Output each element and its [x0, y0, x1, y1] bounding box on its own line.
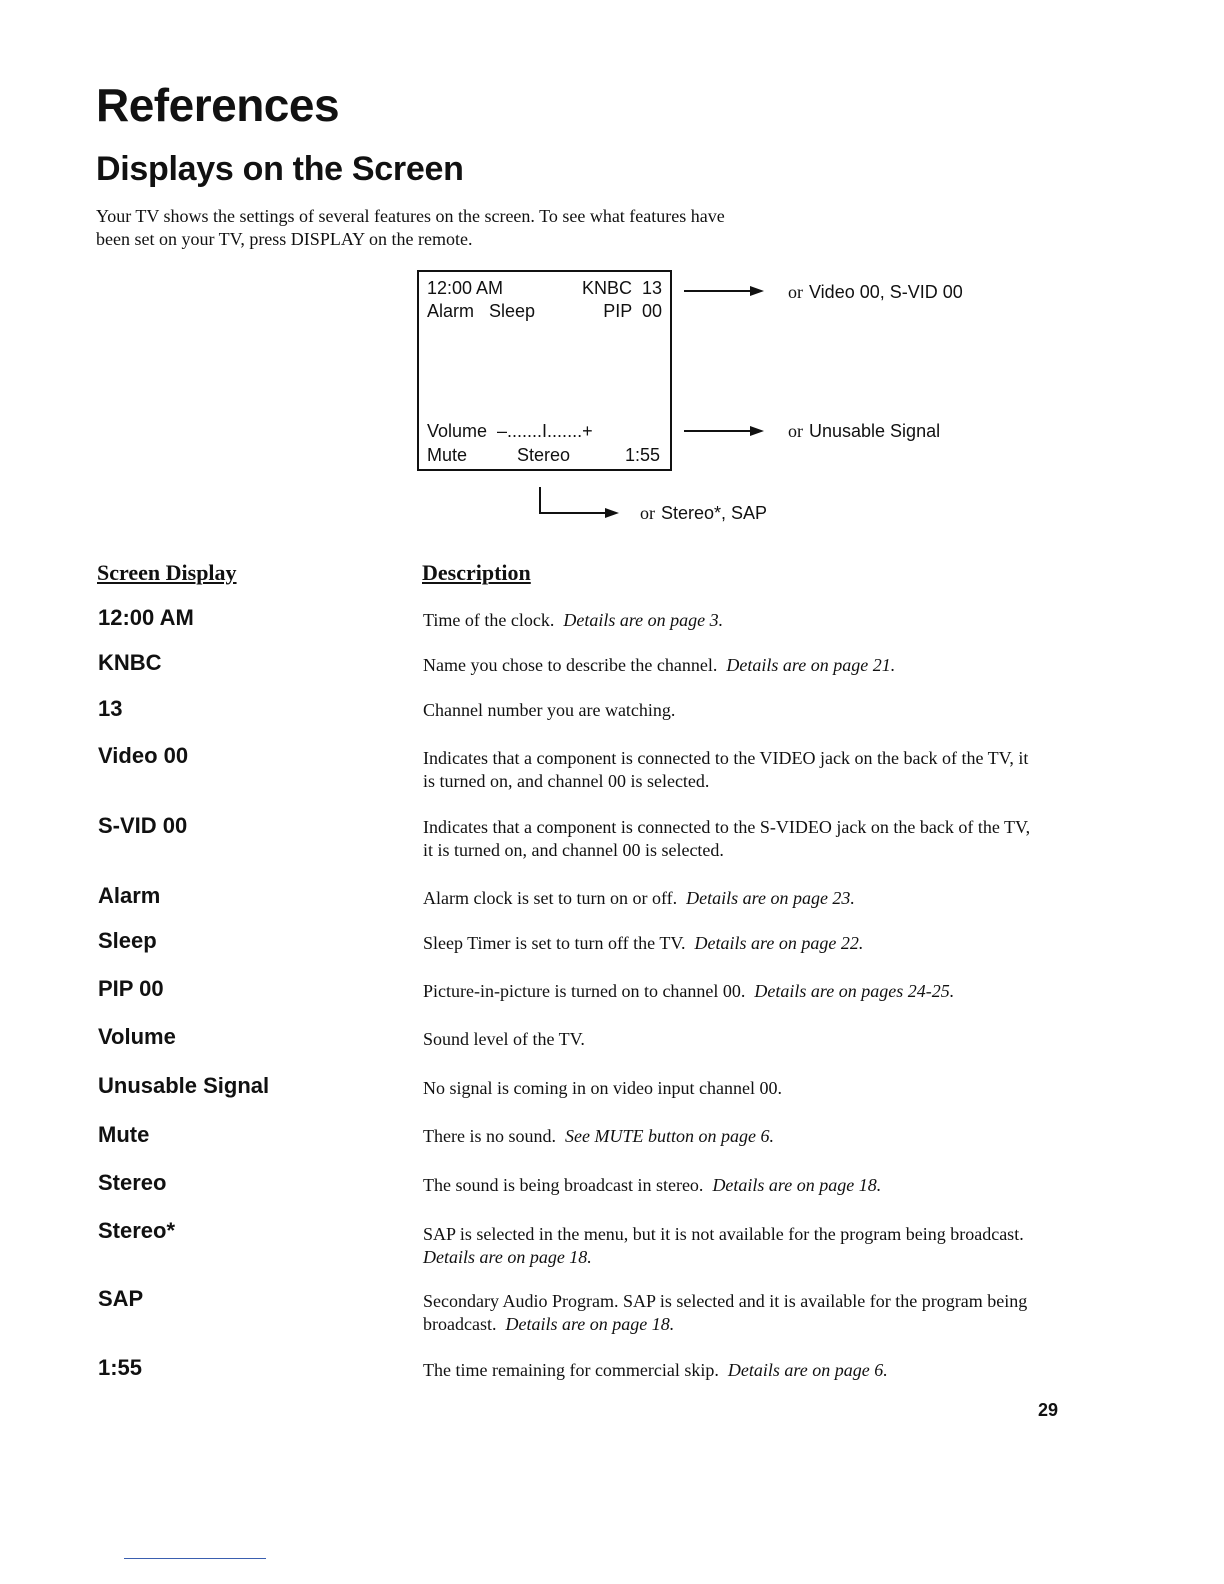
desc-sap: Secondary Audio Program. SAP is selected and it is available for the program being broadcast. Details are on page 18.	[423, 1291, 1028, 1334]
desc-mute: There is no sound. See MUTE button on page 6.	[423, 1126, 774, 1146]
desc-channel-number: Channel number you are watching.	[423, 700, 676, 720]
screen-stereo: Stereo	[517, 445, 571, 465]
footer-rule	[124, 1558, 266, 1559]
column-header-description: Description	[422, 560, 531, 585]
desc-clock: Time of the clock. Details are on page 3.	[423, 610, 724, 630]
arrow-right-icon	[684, 430, 760, 432]
arrow-right-icon	[539, 512, 615, 514]
page-number: 29	[1038, 1400, 1059, 1420]
term-stereo: Stereo	[98, 1170, 167, 1195]
term-alarm: Alarm	[98, 883, 161, 908]
term-video: Video 00	[98, 743, 189, 768]
term-clock: 12:00 AM	[98, 605, 194, 630]
column-header-screen-display: Screen Display	[97, 560, 237, 585]
intro-paragraph: Your TV shows the settings of several features on the screen. To see what features have been set on your TV, press DISPLAY on the remote.	[96, 206, 725, 249]
screen-clock: 12:00 AM	[427, 278, 504, 298]
arrow-right-icon	[684, 290, 760, 292]
term-sap: SAP	[98, 1286, 144, 1311]
screen-pip: PIP 00	[603, 301, 662, 321]
term-timer: 1:55	[98, 1355, 143, 1380]
desc-sleep: Sleep Timer is set to turn off the TV. Details are on page 22.	[423, 933, 864, 953]
term-volume: Volume	[98, 1024, 176, 1049]
page-title: References	[96, 79, 340, 131]
callout-middle: or Unusable Signal	[788, 421, 941, 441]
term-knbc: KNBC	[98, 650, 162, 675]
screen-timer: 1:55	[624, 445, 660, 465]
screen-channel: KNBC 13	[581, 278, 662, 298]
desc-stereo: The sound is being broadcast in stereo. Details are on page 18.	[423, 1175, 882, 1195]
callout-top: or Video 00, S-VID 00	[788, 282, 963, 302]
desc-alarm: Alarm clock is set to turn on or off. Details are on page 23.	[423, 888, 855, 908]
term-unusable-signal: Unusable Signal	[98, 1073, 270, 1098]
term-svid: S-VID 00	[98, 813, 188, 838]
desc-svid: Indicates that a component is connected to the S-VIDEO jack on the back of the TV, it is turned on, and channel 00 is selected.	[423, 817, 1031, 860]
term-sleep: Sleep	[98, 928, 157, 953]
screen-alarm-sleep: Alarm Sleep	[427, 301, 536, 321]
callout-bottom: or Stereo*, SAP	[640, 503, 768, 523]
desc-unusable-signal: No signal is coming in on video input channel 00.	[423, 1078, 782, 1098]
desc-video: Indicates that a component is connected to the VIDEO jack on the back of the TV, it is turned on, and channel 00 is selected.	[423, 748, 1029, 791]
term-channel-number: 13	[98, 696, 123, 721]
desc-knbc: Name you chose to describe the channel. Details are on page 21.	[423, 655, 896, 675]
term-pip: PIP 00	[98, 976, 164, 1001]
section-title: Displays on the Screen	[96, 150, 464, 188]
tv-screen-display	[417, 270, 672, 471]
desc-stereo-star: SAP is selected in the menu, but it is not available for the program being broadcast. Details are on page 18.	[423, 1224, 1024, 1267]
desc-timer: The time remaining for commercial skip. Details are on page 6.	[423, 1360, 888, 1380]
desc-pip: Picture-in-picture is turned on to channel 00. Details are on pages 24-25.	[423, 981, 955, 1001]
screen-volume: Volume –.......I.......+	[427, 421, 593, 441]
term-stereo-star: Stereo*	[98, 1218, 176, 1243]
connector-line	[539, 487, 541, 514]
term-mute: Mute	[98, 1122, 150, 1147]
desc-volume: Sound level of the TV.	[423, 1029, 585, 1049]
screen-mute: Mute	[427, 445, 468, 465]
